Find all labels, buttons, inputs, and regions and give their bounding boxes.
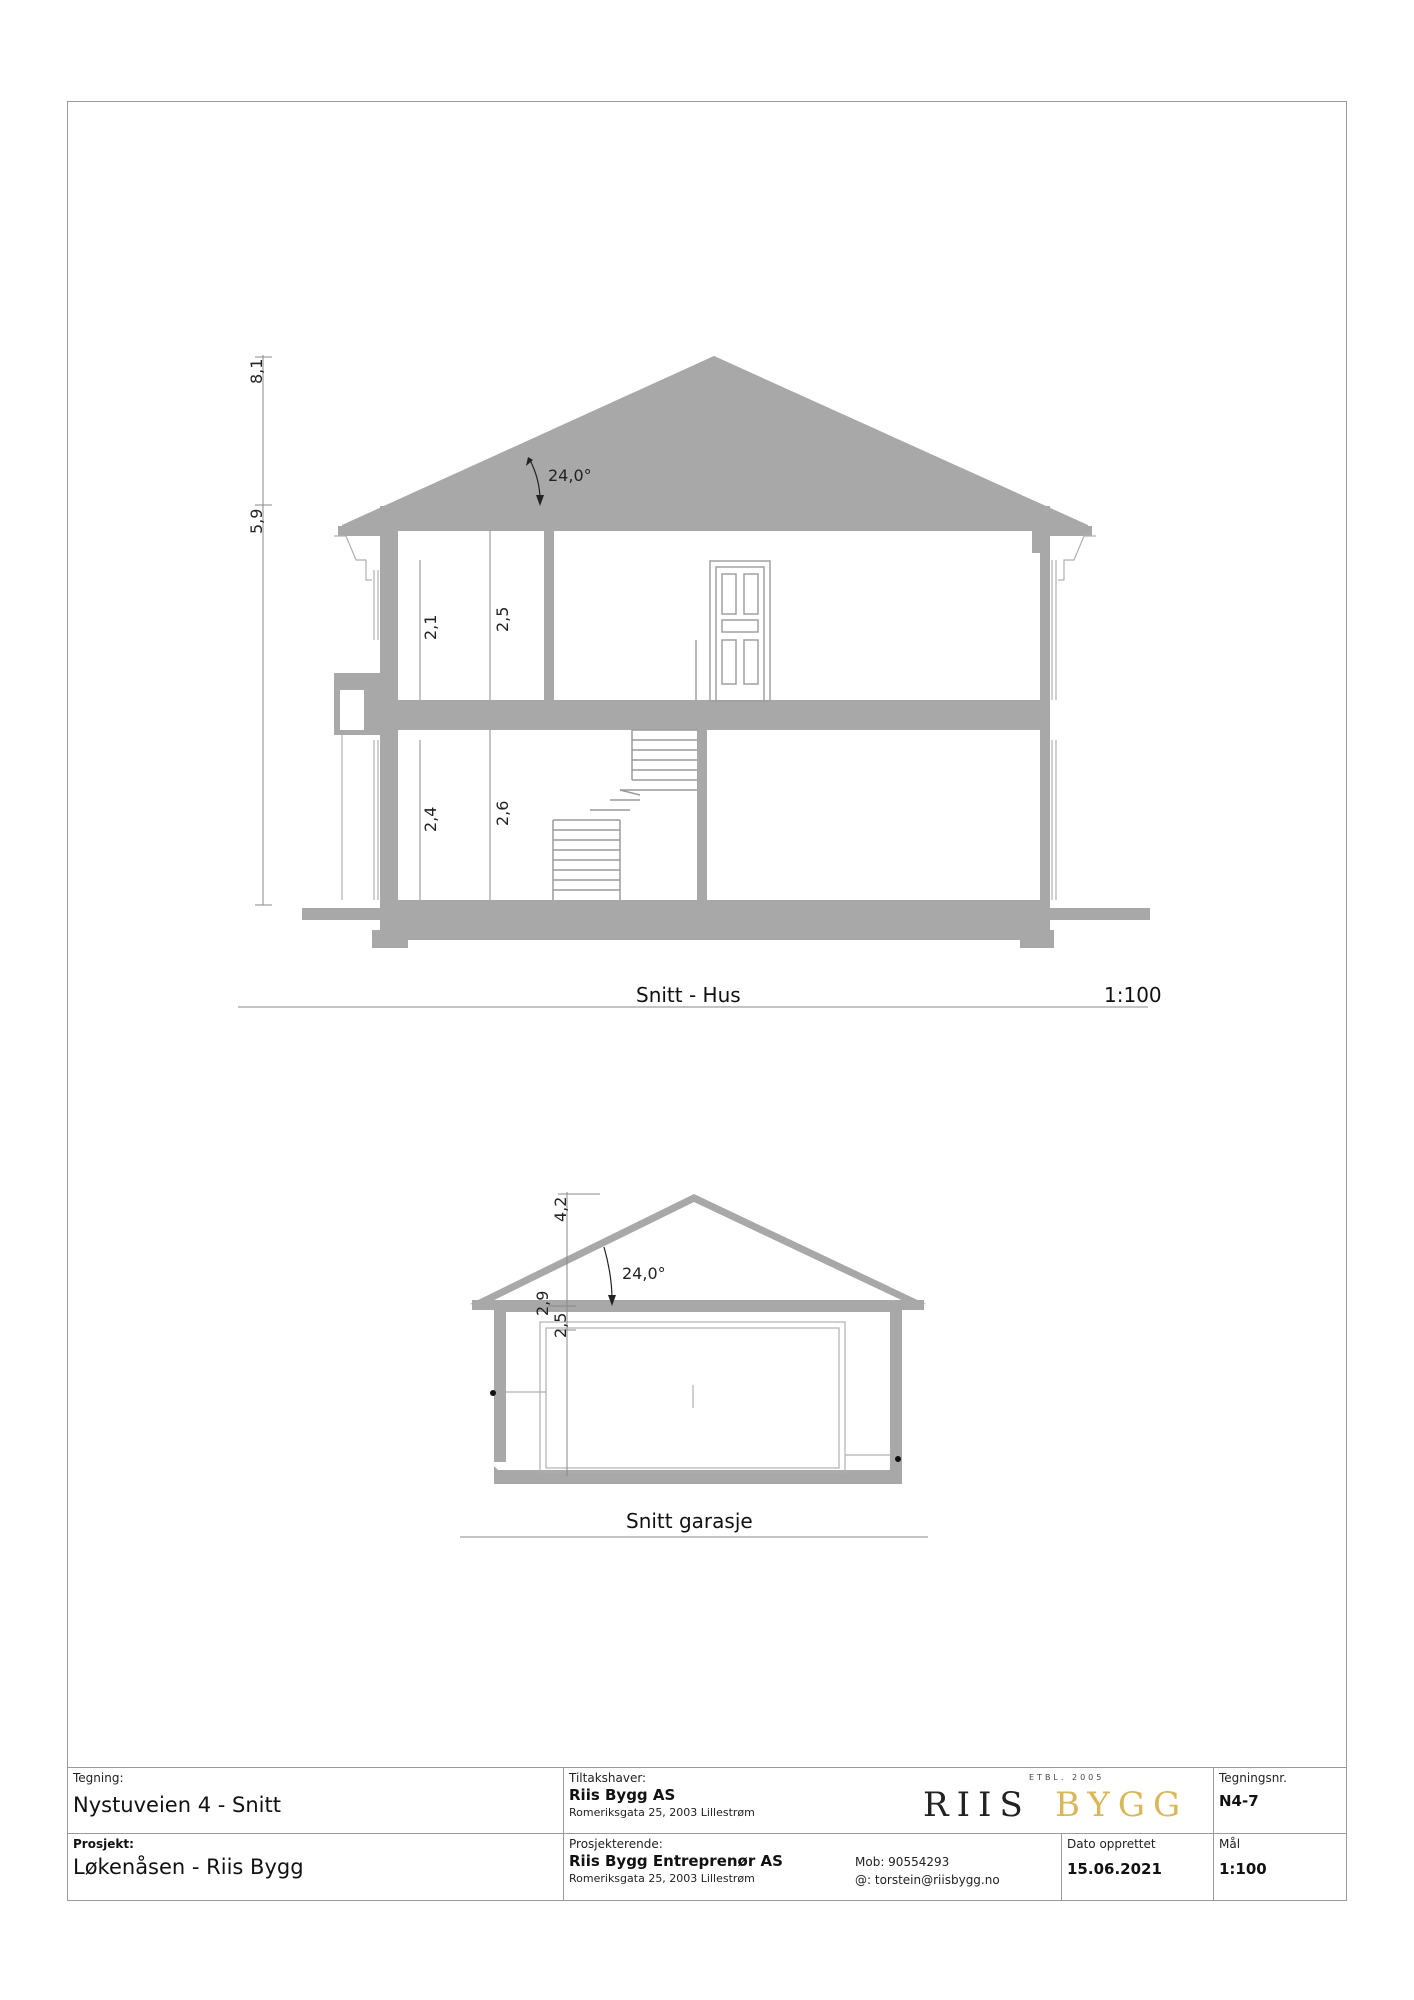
house-dimensions	[255, 355, 490, 905]
garage-roof	[470, 1194, 926, 1306]
garage-door-outline	[506, 1322, 890, 1472]
created-label: Dato opprettet	[1067, 1837, 1156, 1851]
owner-cell	[563, 1767, 1213, 1833]
designer-address: Romeriksgata 25, 2003 Lillestrøm	[569, 1872, 755, 1885]
owner-address: Romeriksgata 25, 2003 Lillestrøm	[569, 1806, 755, 1819]
logo-bygg: BYGG	[1055, 1785, 1189, 1825]
created-cell	[1061, 1833, 1213, 1901]
house-floor-slab	[380, 700, 1050, 730]
owner-label: Tiltakshaver:	[569, 1771, 647, 1785]
project-value: Løkenåsen - Riis Bygg	[73, 1855, 304, 1879]
logo-riis: RIIS	[923, 1785, 1031, 1825]
number-label: Tegningsnr.	[1219, 1771, 1287, 1785]
created-value: 15.06.2021	[1067, 1860, 1162, 1878]
number-cell	[1213, 1767, 1347, 1833]
garage-section	[470, 1192, 926, 1484]
scale-value: 1:100	[1219, 1860, 1267, 1878]
house-scale: 1:100	[1104, 983, 1162, 1007]
terrain-right	[1050, 908, 1150, 920]
project-label: Prosjekt:	[73, 1837, 134, 1851]
garage-dim-ridge: 4,2	[551, 1196, 570, 1222]
house-roof-angle: 24,0°	[548, 466, 592, 485]
email: @: torstein@riisbygg.no	[855, 1873, 1000, 1887]
phone: Mob: 90554293	[855, 1855, 950, 1869]
designer-name: Riis Bygg Entreprenør AS	[569, 1852, 783, 1870]
drawing-cell	[67, 1767, 563, 1833]
house-dim-total: 5,9	[247, 508, 266, 534]
house-interior-wall	[544, 530, 554, 700]
number-value: N4-7	[1219, 1792, 1259, 1810]
designer-cell	[563, 1833, 1061, 1901]
garage-dim-wall: 2,9	[533, 1290, 552, 1316]
house-dim-lower-floor: 2,6	[493, 800, 512, 826]
house-caption: Snitt - Hus	[636, 983, 741, 1007]
house-door	[696, 561, 770, 701]
house-dim-upper-room: 2,1	[421, 614, 440, 640]
drawing-value: Nystuveien 4 - Snitt	[73, 1793, 281, 1817]
designer-label: Prosjekterende:	[569, 1837, 663, 1851]
garage-roof-angle: 24,0°	[622, 1264, 666, 1283]
title-block	[67, 1767, 1347, 1901]
house-ceiling-slab	[380, 506, 1050, 530]
garage-dim-inner: 2,5	[551, 1312, 570, 1338]
owner-name: Riis Bygg AS	[569, 1786, 676, 1804]
scale-label: Mål	[1219, 1837, 1241, 1851]
riis-bygg-logo	[923, 1771, 1213, 1831]
house-stairs	[553, 730, 697, 900]
terrain-left	[302, 908, 380, 920]
house-dim-upper-floor: 2,5	[493, 606, 512, 632]
scale-cell	[1213, 1833, 1347, 1901]
garage-caption: Snitt garasje	[626, 1509, 753, 1533]
logo-established: ETBL. 2005	[1029, 1773, 1105, 1782]
project-cell	[67, 1833, 563, 1901]
house-dim-lower-room: 2,4	[421, 806, 440, 832]
drawing-label: Tegning:	[73, 1771, 124, 1785]
house-section	[255, 355, 1150, 948]
house-ground-slab	[380, 900, 1050, 930]
house-dim-top: 8,1	[247, 358, 266, 384]
